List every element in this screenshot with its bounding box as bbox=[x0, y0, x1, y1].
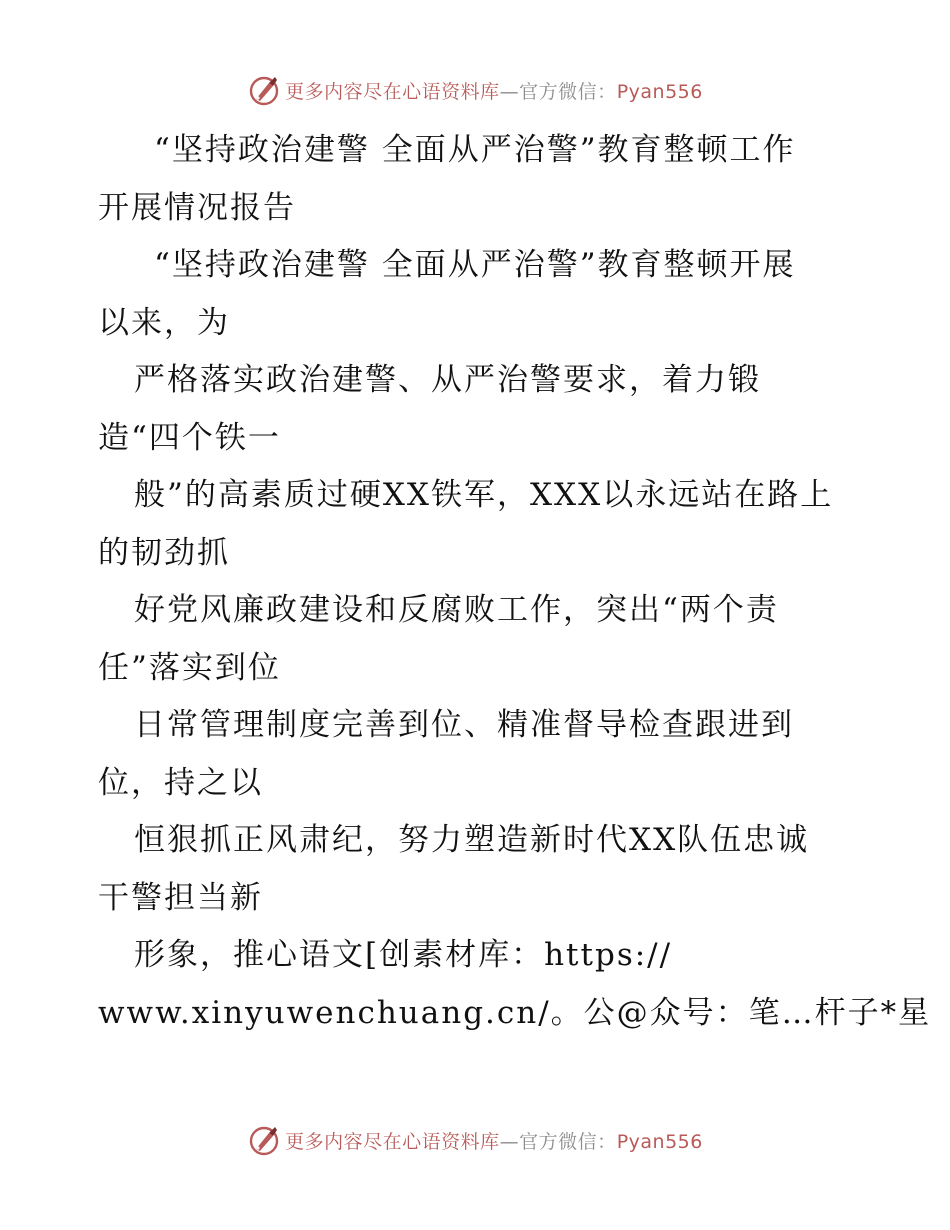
header-wechat-id: Pyan556 bbox=[616, 80, 703, 103]
document-line: 日常管理制度完善到位、精准督导检查跟进到 bbox=[134, 707, 794, 743]
footer-site-name: 更多内容尽在心语资料库 bbox=[285, 1130, 500, 1153]
footer-banner-inner bbox=[247, 1123, 703, 1157]
pen-logo-icon bbox=[247, 1123, 281, 1157]
document-line: 般”的高素质过硬XX铁军，XXX以永远站在路上 bbox=[134, 477, 834, 513]
header-banner-inner bbox=[247, 73, 703, 107]
document-line: 位，持之以 bbox=[98, 764, 263, 801]
header-banner-text bbox=[285, 77, 703, 104]
footer-separator: — bbox=[499, 1130, 520, 1153]
footer-official-label: 官方微信： bbox=[519, 1130, 617, 1153]
document-line: “坚持政治建警 全面从严治警”教育整顿开展 bbox=[154, 247, 796, 283]
document-line: 严格落实政治建警、从严治警要求，着力锻 bbox=[134, 362, 761, 398]
document-line: 以来，为 bbox=[98, 304, 230, 341]
document-line: 任”落实到位 bbox=[98, 649, 281, 686]
footer-banner-text bbox=[285, 1127, 703, 1154]
document-line: 造“四个铁一 bbox=[98, 419, 281, 456]
footer-wechat-id: Pyan556 bbox=[616, 1130, 703, 1153]
footer-banner bbox=[0, 1120, 950, 1160]
document-line: “坚持政治建警 全面从严治警”教育整顿工作 bbox=[154, 132, 796, 168]
document-line: 好党风廉政建设和反腐败工作，突出“两个责 bbox=[134, 592, 779, 628]
pen-logo-icon bbox=[247, 73, 281, 107]
document-line: 干警担当新 bbox=[98, 879, 263, 916]
document-line: 形象，推心语文[创素材库：https:// bbox=[134, 937, 673, 973]
header-banner bbox=[0, 70, 950, 110]
header-site-name: 更多内容尽在心语资料库 bbox=[285, 80, 500, 103]
document-line: 恒狠抓正风肃纪，努力塑造新时代XX队伍忠诚 bbox=[134, 822, 810, 858]
header-official-label: 官方微信： bbox=[519, 80, 617, 103]
document-line: 的韧劲抓 bbox=[98, 534, 230, 571]
header-separator: — bbox=[499, 80, 520, 103]
document-line: 开展情况报告 bbox=[98, 189, 296, 226]
document-line: www.xinyuwenchuang.cn/。公@众号：笔…杆子*星 bbox=[98, 994, 932, 1031]
document-body bbox=[98, 122, 932, 1042]
